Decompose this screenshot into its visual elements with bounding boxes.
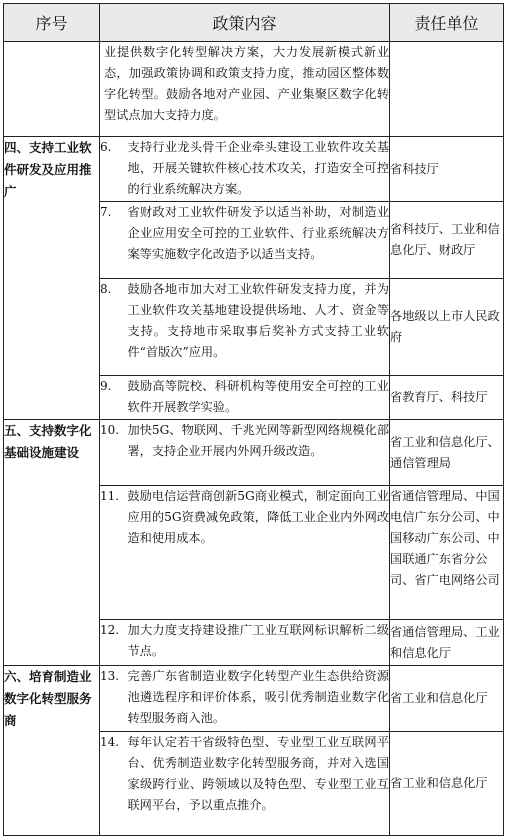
policy-text: 加快5G、物联网、千兆光网等新型网络规模化部署，支持企业开展内外网升级改造。 xyxy=(128,420,390,486)
responsible-unit: 省通信管理局、中国电信广东分公司、中国移动广东公司、中国联通广东省分公司、省广电网络公司 xyxy=(390,486,504,620)
policy-text: 鼓励电信运营商创新5G商业模式，制定面向工业应用的5G资费减免政策，降低工业企业内外网改造和使用成本。 xyxy=(128,486,390,620)
responsible-unit: 省工业和信息化厅、通信管理局 xyxy=(390,420,504,486)
item-number: 14. xyxy=(100,732,128,836)
responsible-unit: 各地级以上市人民政府 xyxy=(390,279,504,376)
item-number: 13. xyxy=(100,666,128,732)
policy-table xyxy=(3,3,504,836)
policy-text: 完善广东省制造业数字化转型产业生态供给资源池遴选程序和评价体系，吸引优秀制造业数字化转型服务商入池。 xyxy=(128,666,390,732)
continuation-text: 业提供数字化转型解决方案，大力发展新模式新业态，加强政策协调和政策支持力度，推动园区整体数字化转型。鼓励各地对产业园、产业集聚区数字化转型试点加大支持力度。 xyxy=(100,42,390,137)
item-number: 9. xyxy=(100,376,128,420)
category-cell: 四、支持工业软件研发及应用推广 xyxy=(4,137,100,420)
unit-cell-empty xyxy=(390,42,504,137)
policy-text: 鼓励高等院校、科研机构等使用安全可控的工业软件开展教学实验。 xyxy=(128,376,390,420)
responsible-unit: 省教育厅、科技厅 xyxy=(390,376,504,420)
responsible-unit: 省工业和信息化厅 xyxy=(390,666,504,732)
responsible-unit: 省工业和信息化厅 xyxy=(390,732,504,836)
item-number: 7. xyxy=(100,202,128,279)
table-row xyxy=(4,666,504,732)
policy-text: 鼓励各地市加大对工业软件研发支持力度，并为工业软件攻关基地建设提供场地、人才、资金等支持。支持地市采取事后奖补方式支持工业软件“首版次”应用。 xyxy=(128,279,390,376)
table-header-row xyxy=(4,4,504,42)
category-cell: 六、培育制造业数字化转型服务商 xyxy=(4,666,100,836)
table-row xyxy=(4,420,504,486)
category-cell-empty xyxy=(4,42,100,137)
policy-text: 加大力度支持建设推广工业互联网标识解析二级节点。 xyxy=(128,620,390,666)
responsible-unit: 省科技厅 xyxy=(390,137,504,202)
policy-text: 每年认定若干省级特色型、专业型工业互联网平台、优秀制造业数字化转型服务商，并对入选国家级跨行业、跨领域以及特色型、专业型工业互联网平台，予以重点推介。 xyxy=(128,732,390,836)
header-unit: 责任单位 xyxy=(390,4,504,42)
item-number: 10. xyxy=(100,420,128,486)
item-number: 12. xyxy=(100,620,128,666)
responsible-unit: 省通信管理局、工业和信息化厅 xyxy=(390,620,504,666)
header-content: 政策内容 xyxy=(100,4,390,42)
header-category: 序号 xyxy=(4,4,100,42)
item-number: 6. xyxy=(100,137,128,202)
category-cell: 五、支持数字化基础设施建设 xyxy=(4,420,100,666)
table-row xyxy=(4,137,504,202)
policy-text: 支持行业龙头骨干企业牵头建设工业软件攻关基地，开展关键软件核心技术攻关，打造安全可控的行业系统解决方案。 xyxy=(128,137,390,202)
policy-text: 省财政对工业软件研发予以适当补助，对制造业企业应用安全可控的工业软件、行业系统解决方案等实施数字化改造予以适当支持。 xyxy=(128,202,390,279)
item-number: 8. xyxy=(100,279,128,376)
table-row xyxy=(4,42,504,137)
item-number: 11. xyxy=(100,486,128,620)
responsible-unit: 省科技厅、工业和信息化厅、财政厅 xyxy=(390,202,504,279)
